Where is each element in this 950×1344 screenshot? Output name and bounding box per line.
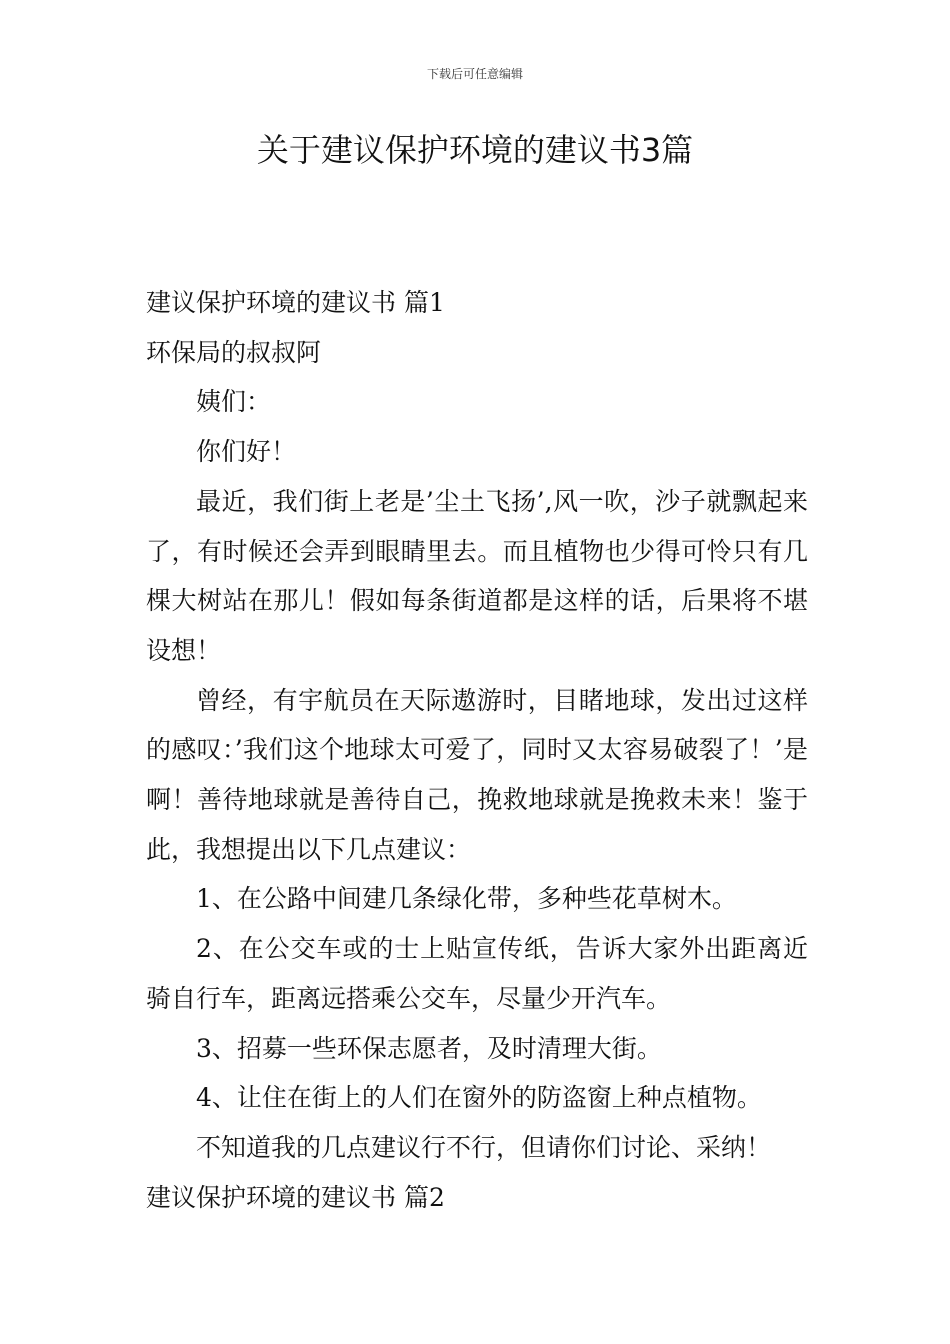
section-heading-2: 建议保护环境的建议书 篇2: [146, 1182, 445, 1212]
document-title: 关于建议保护环境的建议书3篇: [256, 131, 694, 169]
suggestion-4: 4、让住在街上的人们在窗外的防盗窗上种点植物。: [196, 1083, 762, 1113]
addressee-line-1: 环保局的叔叔阿: [146, 337, 322, 367]
suggestion-1: 1、在公路中间建几条绿化带，多种些花草树木。: [196, 884, 737, 914]
paragraph-1: 最近，我们街上老是’尘土飞扬’,风一吹，沙子就飘起来了，有时候还会弄到眼睛里去。而且植物也少得可怜只有几棵大树站在那儿！假如每条街道都是这样的话，后果将不堪设想！: [146, 486, 808, 665]
document-body: [146, 278, 808, 1222]
suggestion-3: 3、招募一些环保志愿者，及时清理大街。: [196, 1033, 662, 1063]
addressee-line-2: 姨们：: [196, 387, 272, 417]
suggestion-2: 2、在公交车或的士上贴宣传纸，告诉大家外出距离近骑自行车，距离远搭乘公交车，尽量少开汽车。: [146, 934, 808, 1013]
closing-paragraph: 不知道我的几点建议行不行，但请你们讨论、采纳！: [196, 1132, 772, 1162]
header-note: 下载后可任意编辑: [426, 67, 523, 81]
greeting: 你们好！: [196, 437, 297, 467]
section-heading-1: 建议保护环境的建议书 篇1: [146, 288, 445, 317]
paragraph-2: 曾经，有宇航员在天际遨游时，目睹地球，发出过这样的感叹：’我们这个地球太可爱了，同时又太容易破裂了！’是啊！善待地球就是善待自己，挽救地球就是挽救未来！鉴于此，我想提出以下几点建议：: [146, 685, 808, 864]
